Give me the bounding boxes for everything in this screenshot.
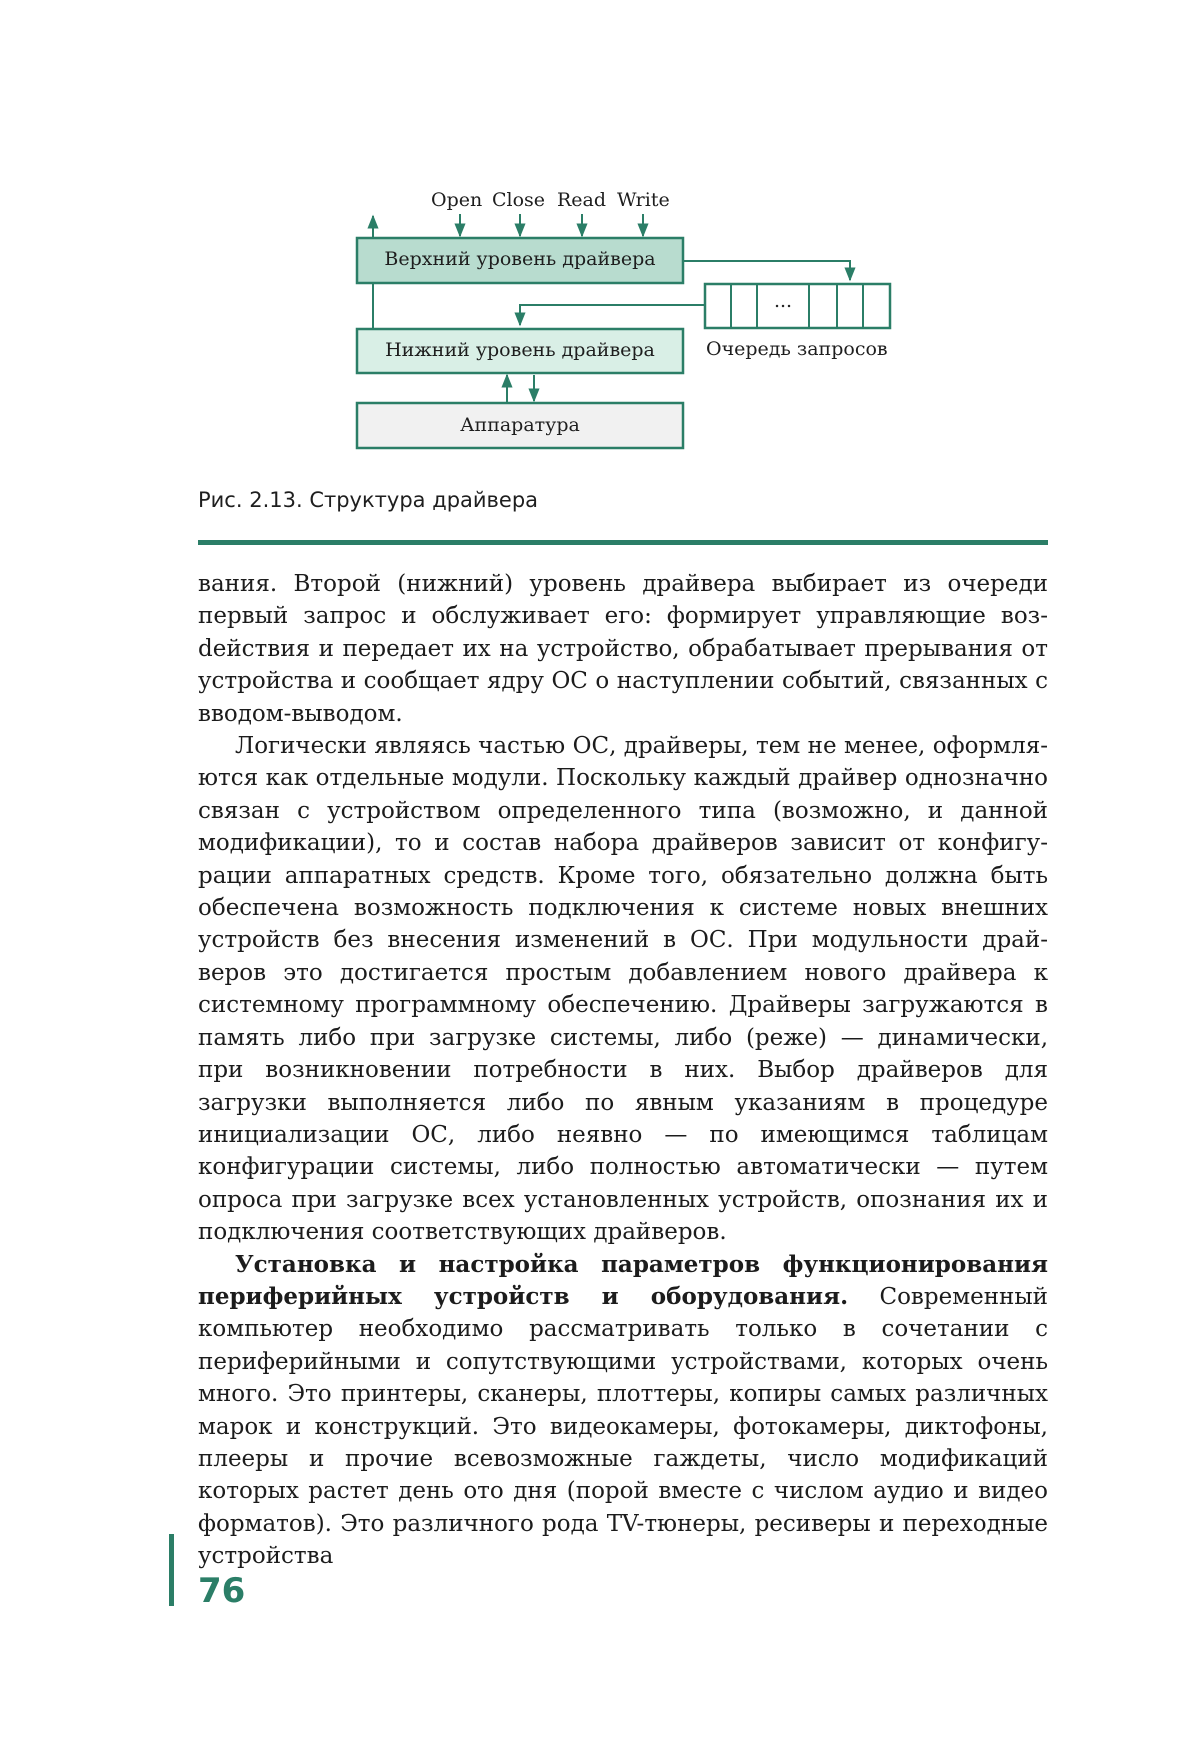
paragraph-1: вания. Второй (нижний) уровень драйвера выбирает из очереди первый запрос и обслуживает его: формирует управляющие возdействия и передает их на устройство, обрабатывает прерывания от устройства и сообщает ядру ОС о наступлении событий, связанных с вводом-выводом. <box>198 571 1048 727</box>
paragraph-3-text: Современный компьютер необходимо рассматривать только в сочетании с периферийными и сопутствующими устройствами, которых очень много. Это принтеры, сканеры, плоттеры, копиры самых различных марок и конструкций. Это видеокамеры, фотокамеры, диктофоны, плееры и прочие всевозможные гаждеты, число модификаций которых растет день ото дня (порой вместе с числом аудио и видео форматов). Это различного рода TV-тюнеры, ресиверы и переходные устройства <box>198 1283 1048 1570</box>
lower-level-label: Нижний уровень драйвера <box>385 339 655 361</box>
request-queue <box>705 284 890 328</box>
op-label-close: Close <box>492 189 546 211</box>
arrow-queue-to-lower <box>520 305 705 325</box>
op-label-read: Read <box>557 189 607 211</box>
body-text <box>198 568 1048 1573</box>
op-label-write: Write <box>617 189 670 211</box>
page-number-bar <box>169 1534 174 1606</box>
paragraph-2: Логически являясь частью ОС, драйверы, тем не менее, оформляются как отдельные модули. Поскольку каждый драйвер однозначно связан с устройством определенного типа (возможно, и данной модификации), то и состав набора драйверов зависит от конфигурации аппаратных средств. Кроме того, обязательно должна быть обеспечена возможность подключения к системе новых внешних устройств без внесения изменений в ОС. При модульности драйверов это достигается простым добавлением нового драйвера к системному программному обеспечению. Драйверы загружаются в память либо при загрузке системы, либо (реже) — динамически, при возникновении потребности в них. Выбор драйверов для загрузки выполняется либо по явным указаниям в процедуре инициализации ОС, либо неявно — по имеющимся таблицам конфигурации системы, либо полностью автоматически — путем опроса при загрузке всех установленных устройств, опознания их и подключения соответствующих драйверов. <box>198 733 1048 1246</box>
hardware-label: Аппаратура <box>460 414 580 436</box>
page-number: 76 <box>198 1571 246 1611</box>
driver-structure-diagram <box>0 0 1200 470</box>
queue-ellipsis: ... <box>773 290 793 312</box>
caption-divider <box>198 540 1048 545</box>
op-label-open: Open <box>431 189 483 211</box>
upper-level-label: Верхний уровень драйвера <box>384 248 656 270</box>
paragraph-3-heading: Установка и настройка параметров функционирования периферийных устройств и оборудования. <box>198 1250 1048 1310</box>
arrow-upper-to-queue <box>683 261 850 280</box>
figure-caption: Рис. 2.13. Структура драйвера <box>198 488 539 512</box>
queue-label: Очередь запросов <box>706 338 888 360</box>
paragraph-3 <box>198 1249 1048 1573</box>
